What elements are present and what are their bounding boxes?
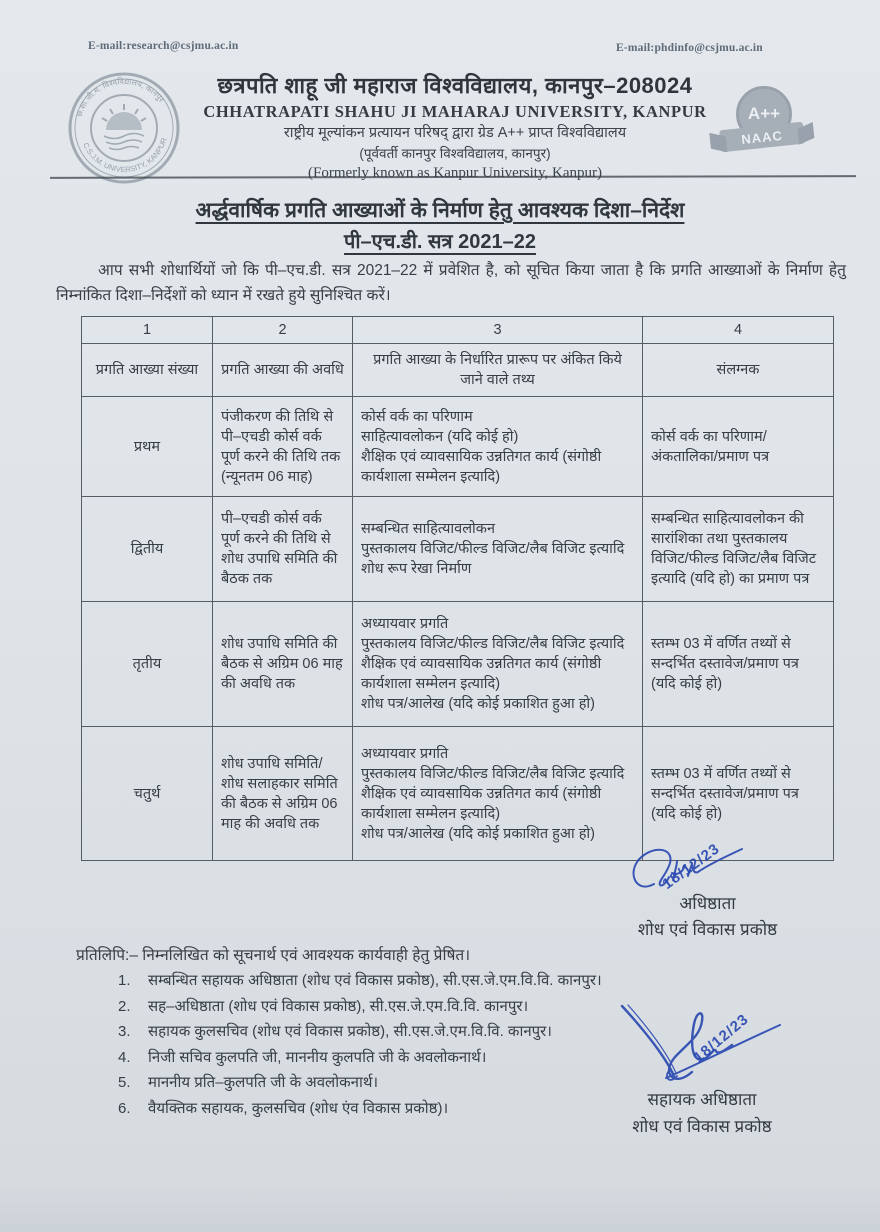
row2-period: पी–एचडी कोर्स वर्क पूर्ण करने की तिथि से शोध उपाधि समिति की बैठक तक (213, 497, 353, 602)
progress-report-table (81, 316, 834, 861)
assistant-dean-signature-block (588, 1086, 816, 1140)
document-title-line1: अर्द्धवार्षिक प्रगति आख्याओं के निर्माण हेतु आवश्यक दिशा–निर्देश (195, 199, 685, 222)
row2-facts: सम्बन्धित साहित्यावलोकन पुस्तकालय विजिट/फील्ड विजिट/लैब विजिट इत्यादि शोध रूप रेखा निर्माण (353, 497, 643, 602)
dean-department: शोध एवं विकास प्रकोष्ठ (637, 920, 778, 939)
row2-number: द्वितीय (82, 497, 213, 602)
university-name-english: CHHATRAPATI SHAHU JI MAHARAJ UNIVERSITY, KANPUR (203, 102, 707, 121)
dean-signature-block (600, 891, 815, 943)
col-number-3: 3 (353, 317, 643, 344)
header-report-period: प्रगति आख्या की अवधि (213, 344, 353, 397)
row4-facts: अध्यायवार प्रगति पुस्तकालय विजिट/फील्ड विजिट/लैब विजिट इत्यादि शैक्षिक एवं व्यावसायिक उन्नतिगत कार्य (संगोष्ठी कार्यशाला सम्मेलन इत्यादि) शोध पत्र/आलेख (यदि कोई प्रकाशित हुआ हो) (353, 727, 643, 861)
table-row (82, 497, 834, 602)
table-column-number-row (82, 317, 834, 344)
dean-signature-date: 18/12/23 (659, 840, 724, 893)
col-number-4: 4 (643, 317, 834, 344)
table-row (82, 397, 834, 497)
assistant-dean-designation: सहायक अधिष्ठाता (647, 1090, 757, 1109)
copy-to-heading: प्रतिलिपि:– निम्नलिखित को सूचनार्थ एवं आवश्यक कार्यवाही हेतु प्रेषित। (76, 947, 471, 964)
list-item: 5. माननीय प्रति–कुलपति जी के अवलोकनार्थ। (118, 1074, 379, 1091)
list-item: 4. निजी सचिव कुलपति जी, माननीय कुलपति जी के अवलोकनार्थ। (118, 1048, 487, 1066)
email-right: E-mail:phdinfo@csjmu.ac.in (616, 42, 763, 54)
email-left: E-mail:research@csjmu.ac.in (88, 40, 239, 52)
table-row (82, 602, 834, 727)
dean-designation: अधिष्ठाता (679, 894, 736, 913)
seal-sun-emblem (102, 104, 146, 150)
formerly-hindi: (पूर्ववर्ती कानपुर विश्वविद्यालय, कानपुर) (359, 146, 551, 161)
row3-attachment: स्तम्भ 03 में वर्णित तथ्यों से सन्दर्भित दस्तावेज/प्रमाण पत्र (यदि कोई हो) (643, 602, 834, 727)
list-item: 1. सम्बन्धित सहायक अधिष्ठाता (शोध एवं विकास प्रकोष्ठ), सी.एस.जे.एम.वि.वि. कानपुर। (118, 972, 602, 989)
assistant-dean-signature-date: 18/12/23 (690, 1010, 753, 1067)
seal-top-text: छ.शा.जी.म. विश्वविद्यालय, कानपुर (74, 76, 166, 118)
row3-facts: अध्यायवार प्रगति पुस्तकालय विजिट/फील्ड विजिट/लैब विजिट इत्यादि शैक्षिक एवं व्यावसायिक उन्नतिगत कार्य (संगोष्ठी कार्यशाला सम्मेलन इत्यादि) शोध पत्र/आलेख (यदि कोई प्रकाशित हुआ हो) (353, 602, 643, 727)
row3-period: शोध उपाधि समिति की बैठक से अग्रिम 06 माह की अवधि तक (213, 602, 353, 727)
header-attachment: संलग्नक (643, 344, 834, 397)
formerly-english: (Formerly known as Kanpur University, Kanpur) (308, 165, 602, 181)
row1-facts: कोर्स वर्क का परिणाम साहित्यावलोकन (यदि कोई हो) शैक्षिक एवं व्यावसायिक उन्नतिगत कार्य (संगोष्ठी कार्यशाला सम्मेलन इत्यादि) (353, 397, 643, 497)
scan-shadow (0, 1180, 880, 1232)
naac-badge-icon (712, 84, 812, 164)
university-name-hindi: छत्रपति शाहू जी महाराज विश्वविद्यालय, कानपुर–208024 (217, 73, 693, 98)
header-report-facts: प्रगति आख्या के निर्धारित प्रारूप पर अंकित किये जाने वाले तथ्य (353, 344, 643, 397)
seal-bottom-text: C.S.J.M. UNIVERSITY, KANPUR (81, 136, 169, 175)
row4-number: चतुर्थ (82, 727, 213, 861)
assistant-dean-department: शोध एवं विकास प्रकोष्ठ (632, 1117, 772, 1136)
intro-paragraph: आप सभी शोधार्थियों जो कि पी–एच.डी. सत्र 2021–22 में प्रवेशित है, को सूचित किया जाता है कि प्रगति आख्याओं के निर्माण हेतु निम्नांकित दिशा–निर्देशों को ध्यान में रखते हुये सुनिश्चित करें। (56, 262, 846, 304)
letterhead (150, 72, 760, 183)
row1-attachment: कोर्स वर्क का परिणाम/अंकतालिका/प्रमाण पत्र (643, 397, 834, 497)
row2-attachment: सम्बन्धित साहित्यावलोकन की सारांशिका तथा पुस्तकालय विजिट/फील्ड विजिट/लैब विजिट इत्यादि (यदि हो) का प्रमाण पत्र (643, 497, 834, 602)
header-report-number: प्रगति आख्या संख्या (82, 344, 213, 397)
accreditation-line: राष्ट्रीय मूल्यांकन प्रत्यायन परिषद् द्वारा ग्रेड A++ प्राप्त विश्वविद्यालय (283, 125, 627, 141)
row1-number: प्रथम (82, 397, 213, 497)
col-number-2: 2 (213, 317, 353, 344)
row3-number: तृतीय (82, 602, 213, 727)
list-item: 6. वैयक्तिक सहायक, कुलसचिव (शोध एंव विकास प्रकोष्ठ)। (118, 1099, 449, 1117)
table-header-row (82, 344, 834, 397)
col-number-1: 1 (82, 317, 213, 344)
list-item: 2. सह–अधिष्ठाता (शोध एवं विकास प्रकोष्ठ), सी.एस.जे.एम.वि.वि. कानपुर। (118, 997, 529, 1015)
document-title-line2: पी–एच.डी. सत्र 2021–22 (344, 231, 536, 253)
row4-period: शोध उपाधि समिति/शोध सलाहकार समिति की बैठक से अग्रिम 06 माह की अवधि तक (213, 727, 353, 861)
row4-attachment: स्तम्भ 03 में वर्णित तथ्यों से सन्दर्भित दस्तावेज/प्रमाण पत्र (यदि कोई हो) (643, 727, 834, 861)
list-item: 3. सहायक कुलसचिव (शोध एवं विकास प्रकोष्ठ), सी.एस.जे.एम.वि.वि. कानपुर। (118, 1023, 552, 1040)
naac-ribbon-label: NAAC (719, 122, 805, 153)
naac-grade: A++ (736, 86, 792, 142)
row1-period: पंजीकरण की तिथि से पी–एचडी कोर्स वर्क पूर्ण करने की तिथि तक (न्यूनतम 06 माह) (213, 397, 353, 497)
